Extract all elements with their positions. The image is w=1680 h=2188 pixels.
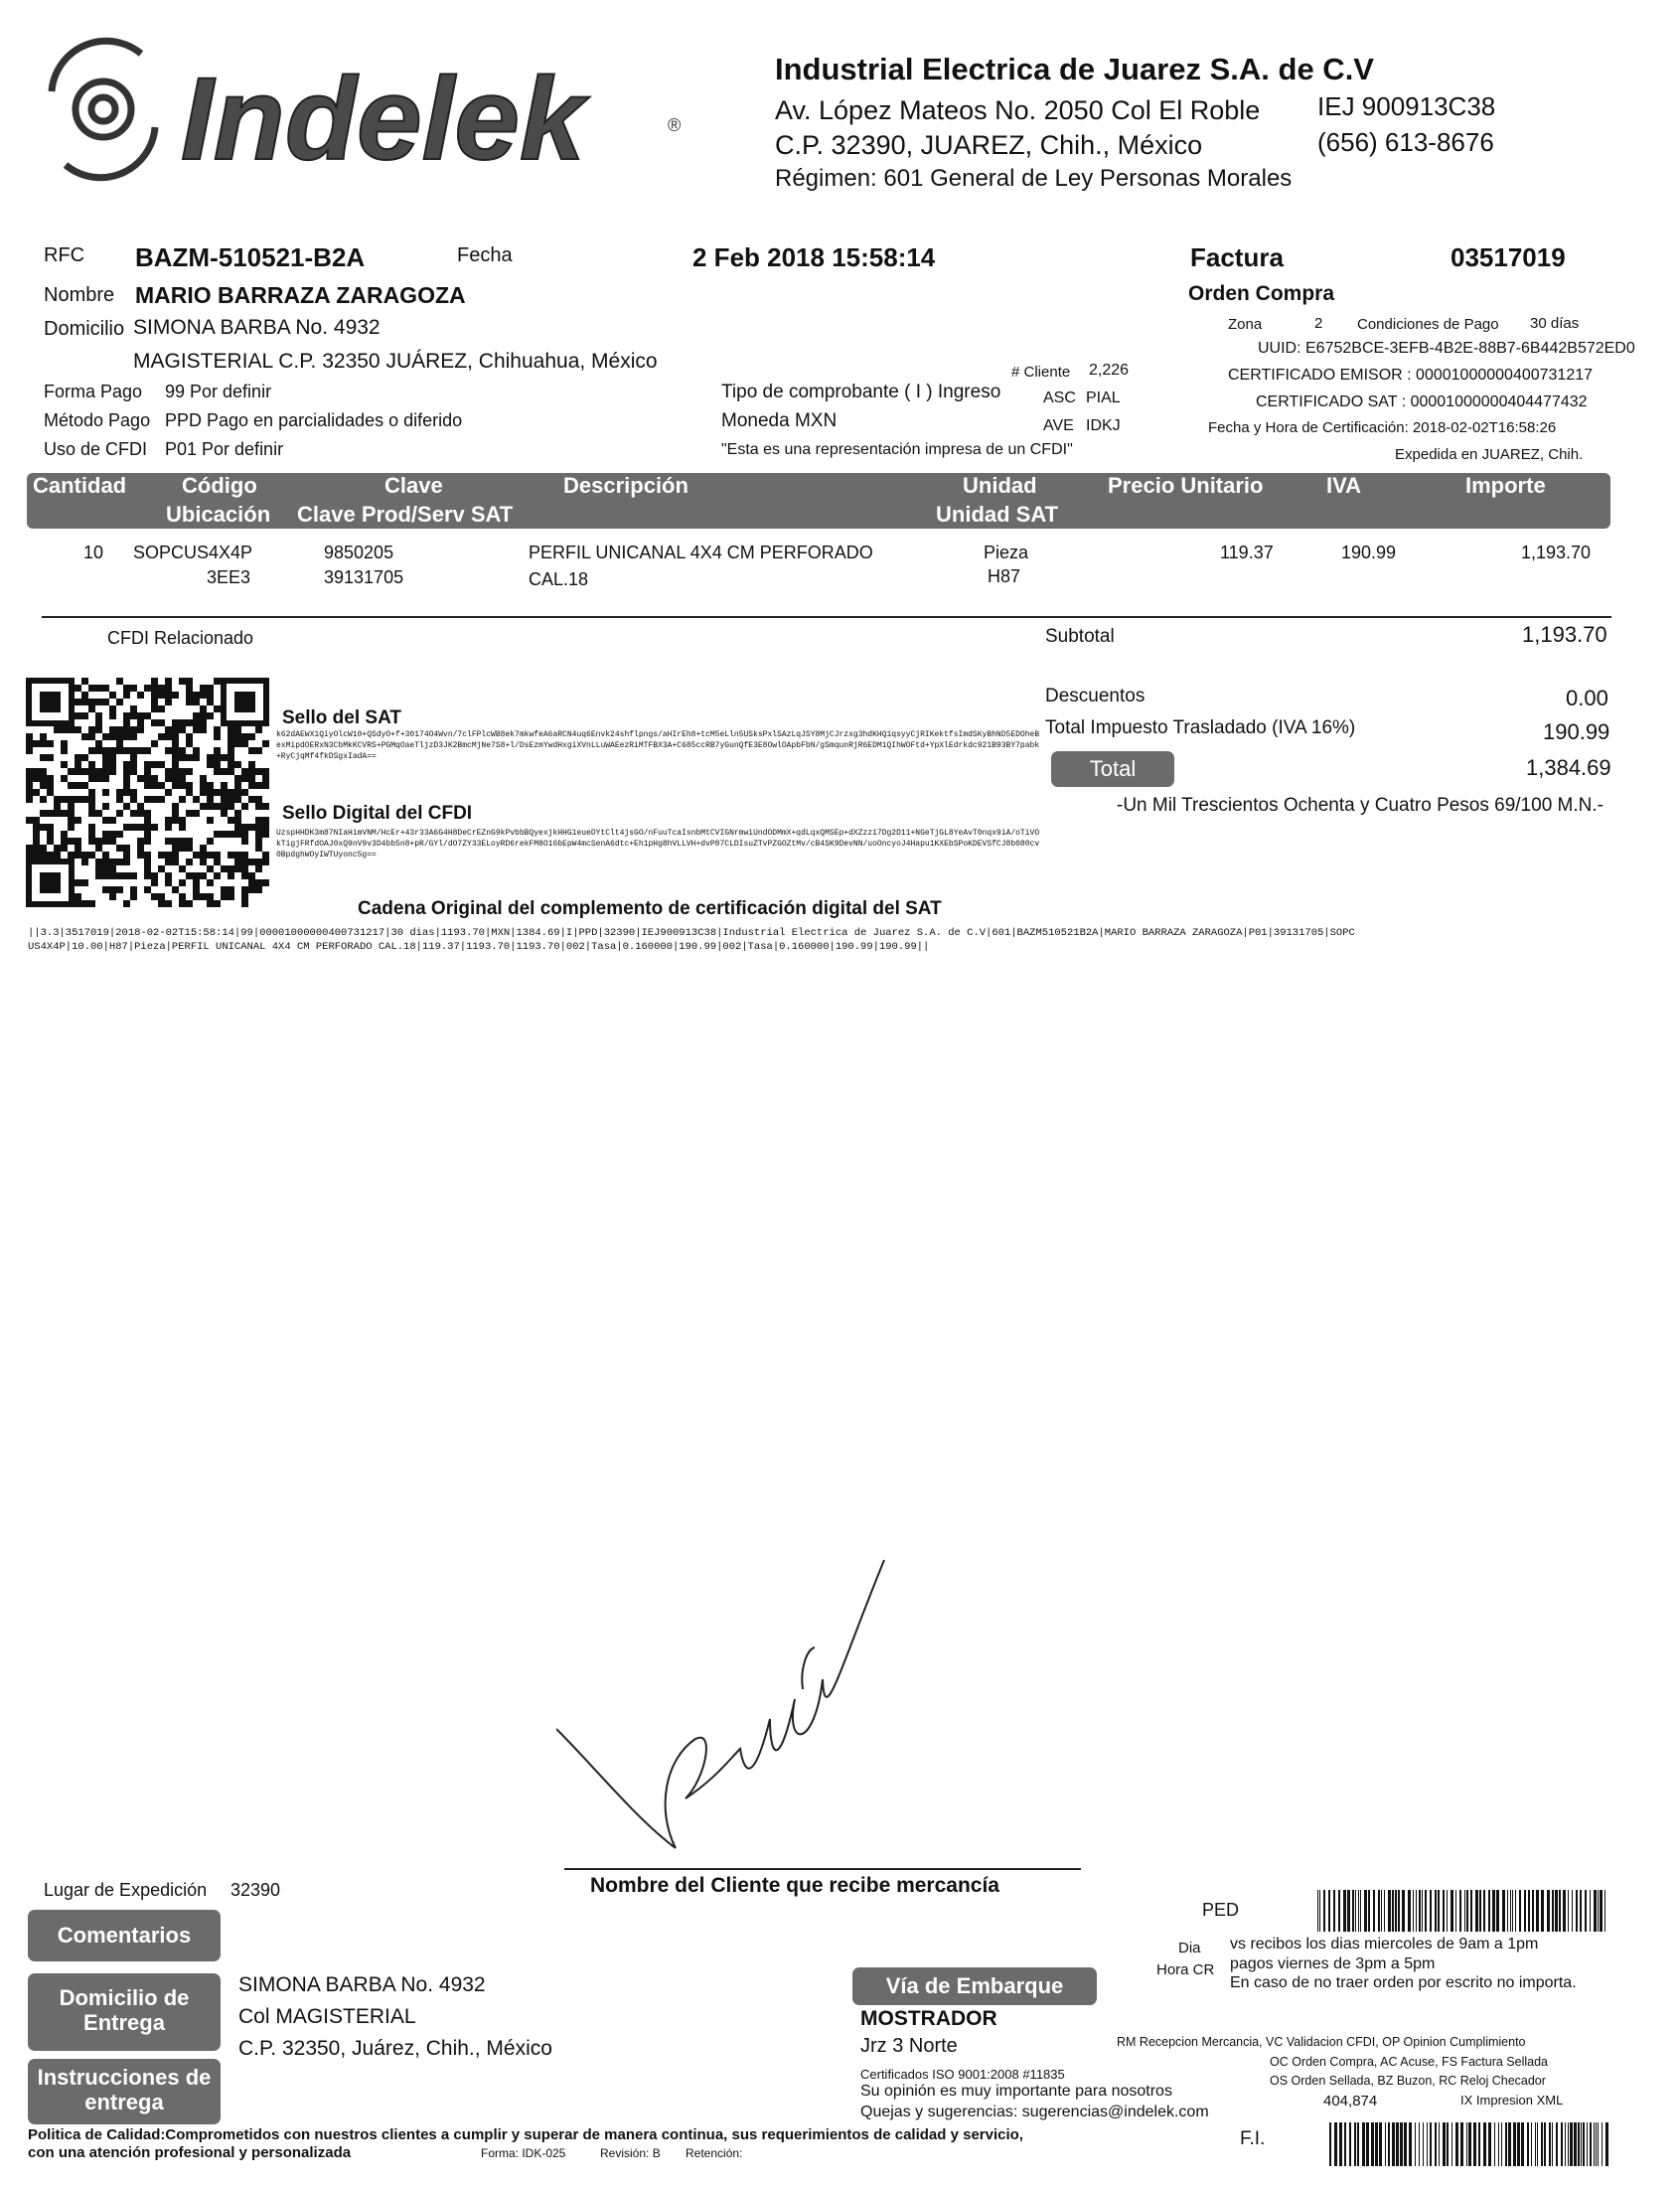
barcode-bottom-icon bbox=[1329, 2122, 1609, 2166]
col-unidad: Unidad bbox=[963, 473, 1037, 498]
retencion-label: Retención: bbox=[686, 2146, 743, 2160]
descuentos-value: 0.00 bbox=[1566, 686, 1608, 710]
row-iva: 190.99 bbox=[1341, 543, 1397, 562]
sello-cfdi-title: Sello Digital del CFDI bbox=[282, 803, 473, 824]
entrega-line-1: SIMONA BARBA No. 4932 bbox=[238, 1973, 486, 1996]
entrega-line-3: C.P. 32350, Juárez, Chih., México bbox=[238, 2037, 552, 2060]
row-precio: 119.37 bbox=[1220, 543, 1274, 562]
hora-cr-label: Hora CR bbox=[1156, 1961, 1215, 1978]
entrega-line-2: Col MAGISTERIAL bbox=[238, 2005, 416, 2028]
representacion-note: "Esta es una representación impresa de un CFDI" bbox=[721, 441, 1073, 458]
row-clave: 9850205 bbox=[324, 543, 394, 562]
col-precio: Precio Unitario bbox=[1108, 473, 1264, 498]
tipo-comprobante: Tipo de comprobante ( I ) Ingreso bbox=[721, 382, 1001, 402]
cadena-original: ||3.3|3517019|2018-02-02T15:58:14|99|00001000000400731217|30 dias|1193.70|MXN|1384.69|I|PPD|32390|IEJ900913C38|Industrial Electrica de Juarez S.A. de C.V|601|BAZM510521B2A|MARIO BARRAZA ZARAGOZA|P01|39131705|SOPCUS4X4P|10.00|H87|Pieza|PERFIL UNICANAL 4X4 CM PERFORADO CAL.18|119.37|1193.70|1193.70|002|Tasa|0.160000|190.99|002|Tasa|0.160000|190.99|190.99|| bbox=[28, 927, 1355, 953]
rfc-label: RFC bbox=[44, 244, 85, 266]
orden-compra-label: Orden Compra bbox=[1188, 282, 1335, 305]
via-embarque-label: Vía de Embarque bbox=[852, 1967, 1097, 2005]
sello-cfdi: UzspHHDK3m87NIaHimVNM/HcEr+43r33A6G4H8DeCrEZnG9kPvbbBQyexjkHHG1eueDYtClt4jsGO/nFuuTcaIsnbMtCVIGNrmwiUndODMmX+qdLqxQMSEp+dXZzz17Dg2D11+NGeTjGL8YeAvT0nqx9iA/oTiVOkTigjFRfdOAJ0xQ9nV9v3D4bb5n8+pR/GYl/dO7ZY33ELoyRD6rekFM8O16bEpW4mcSenA6dtc+Eh1pHg8hVLLVH+dvP87CLDIsuZTvPZGOZtMv/cB4SK9DevNN/uoOncyoJ4Hapu1KXEbSPoKDEVSfCJ8b080cv0BpdghWOyIWTUyonc5g== bbox=[276, 829, 1040, 860]
company-address-1: Av. López Mateos No. 2050 Col El Roble bbox=[775, 95, 1261, 125]
table-header bbox=[27, 473, 1610, 529]
row-clave-prod: 39131705 bbox=[324, 567, 404, 587]
lugar-label: Lugar de Expedición bbox=[44, 1880, 208, 1900]
uso-cfdi-label: Uso de CFDI bbox=[44, 439, 148, 459]
opinion: Su opinión es muy importante para nosotros bbox=[860, 2083, 1172, 2100]
jrz-norte: Jrz 3 Norte bbox=[860, 2035, 958, 2057]
total-value: 1,384.69 bbox=[1526, 755, 1611, 780]
sello-sat: k62dAEWX1QiyOlcW10+QSdyO+f+30174O4Wvn/7clFPlcWB8ek7mkwfeA6aRCN4uq6Envk24shflpngs/aHIrEh8+tcM5eLln5USksPxlSAzLqJSY8MjCJrzxg3hdKHQ1qsyyCjRIKektfsImdSKyBhND5EDOheBexMipdOERxN3CbMkKCVRS+PGMqOaeTljzD3JK2BmcMjNe7S8+l/DsEzmYwdHxgiXVnLLuWAEezRiMTFBX3A+C685ccRB7yGunQfE3E8OwlOApbFbN/gSmqunRjR6EDM1QIhWOFtd+YpXlEdrkdc921B93BY7pabk+RyCjqMf4fkDSgxIadA== bbox=[276, 730, 1040, 761]
fi-label: F.I. bbox=[1240, 2128, 1266, 2149]
instrucciones-label: Instrucciones de entrega bbox=[28, 2059, 221, 2124]
total-label: Total bbox=[1051, 751, 1174, 787]
moneda: Moneda MXN bbox=[721, 410, 838, 431]
row-cantidad: 10 bbox=[83, 543, 104, 562]
mostrador: MOSTRADOR bbox=[860, 2007, 997, 2030]
asc-label: ASC bbox=[1043, 390, 1076, 406]
uuid: UUID: E6752BCE-3EFB-4B2E-88B7-6B442B572ED0 bbox=[1258, 340, 1635, 357]
cliente-label: # Cliente bbox=[1011, 364, 1071, 381]
rm-line-1: RM Recepcion Mercancia, VC Validacion CFDI, OP Opinion Cumplimiento bbox=[1117, 2035, 1526, 2049]
condiciones-label: Condiciones de Pago bbox=[1357, 316, 1499, 333]
impuesto-value: 190.99 bbox=[1543, 719, 1610, 744]
col-importe: Importe bbox=[1465, 473, 1546, 498]
asc-value: PIAL bbox=[1086, 390, 1121, 406]
invoice-date: 2 Feb 2018 15:58:14 bbox=[692, 242, 936, 272]
customer-name: MARIO BARRAZA ZARAGOZA bbox=[135, 282, 466, 308]
total-en-letra: -Un Mil Trescientos Ochenta y Cuatro Pesos 69/100 M.N.- bbox=[1117, 795, 1604, 816]
politica-label: Politica de Calidad: bbox=[28, 2126, 166, 2143]
customer-address-2: MAGISTERIAL C.P. 32350 JUÁREZ, Chihuahua, México bbox=[133, 350, 658, 373]
metodo-pago: PPD Pago en parcialidades o diferido bbox=[165, 410, 463, 430]
row-unidad-sat: H87 bbox=[988, 566, 1021, 586]
col-clave-prod: Clave Prod/Serv SAT bbox=[297, 502, 514, 527]
row-descripcion-1: PERFIL UNICANAL 4X4 CM PERFORADO bbox=[529, 543, 873, 562]
iso-cert: Certificados ISO 9001:2008 #11835 bbox=[860, 2067, 1065, 2082]
domicilio-entrega-label: Domicilio de Entrega bbox=[28, 1973, 221, 2051]
politica-line-2: con una atención profesional y personalizada bbox=[28, 2144, 352, 2161]
factura-label: Factura bbox=[1190, 242, 1284, 272]
row-importe: 1,193.70 bbox=[1521, 543, 1592, 562]
lugar-value: 32390 bbox=[230, 1880, 281, 1900]
impuesto-label: Total Impuesto Trasladado (IVA 16%) bbox=[1045, 717, 1356, 738]
recibos-line-3: En caso de no traer orden por escrito no importa. bbox=[1230, 1974, 1577, 1991]
row-codigo: SOPCUS4X4P bbox=[133, 543, 253, 562]
col-unidad-sat: Unidad SAT bbox=[936, 502, 1059, 527]
domicilio-label: Domicilio bbox=[44, 318, 125, 340]
forma-pago-label: Forma Pago bbox=[44, 382, 143, 401]
customer-rfc: BAZM-510521-B2A bbox=[135, 242, 366, 272]
subtotal-label: Subtotal bbox=[1045, 626, 1115, 647]
descuentos-label: Descuentos bbox=[1045, 686, 1145, 706]
ped-label: PED bbox=[1202, 1900, 1240, 1920]
subtotal-value: 1,193.70 bbox=[1522, 622, 1607, 647]
col-clave: Clave bbox=[384, 473, 443, 498]
ave-label: AVE bbox=[1043, 417, 1074, 434]
customer-address-1: SIMONA BARBA No. 4932 bbox=[133, 316, 381, 339]
company-logo bbox=[22, 32, 697, 201]
sello-sat-title: Sello del SAT bbox=[282, 707, 402, 728]
cadena-title: Cadena Original del complemento de certificación digital del SAT bbox=[358, 898, 942, 919]
barcode-top-icon bbox=[1317, 1890, 1605, 1932]
company-name: Industrial Electrica de Juarez S.A. de C.V bbox=[775, 52, 1374, 86]
revision-code: Revisión: B bbox=[600, 2146, 661, 2160]
signature-icon bbox=[556, 1520, 914, 1888]
certificado-emisor: CERTIFICADO EMISOR : 00001000000400731217 bbox=[1228, 367, 1594, 384]
folio-number: 404,874 bbox=[1323, 2093, 1378, 2110]
col-codigo: Código bbox=[182, 473, 257, 498]
metodo-pago-label: Método Pago bbox=[44, 410, 151, 430]
uso-cfdi: P01 Por definir bbox=[165, 439, 284, 459]
comentarios-label: Comentarios bbox=[28, 1910, 221, 1961]
rm-line-2: OC Orden Compra, AC Acuse, FS Factura Sellada bbox=[1270, 2055, 1548, 2069]
ix-impresion: IX Impresion XML bbox=[1460, 2093, 1564, 2108]
forma-pago: 99 Por definir bbox=[165, 382, 272, 401]
company-regimen: Régimen: 601 General de Ley Personas Morales bbox=[775, 165, 1293, 192]
row-unidad: Pieza bbox=[984, 543, 1029, 562]
politica-text: Comprometidos con nuestros clientes a cumplir y superar de manera continua, sus requerimientos de calidad y servicio, bbox=[165, 2126, 1023, 2143]
recibos-line-1: vs recibos los dias miercoles de 9am a 1pm bbox=[1230, 1936, 1539, 1953]
company-phone: (656) 613-8676 bbox=[1317, 127, 1494, 157]
dia-label: Dia bbox=[1178, 1940, 1201, 1956]
condiciones-value: 30 días bbox=[1530, 315, 1580, 332]
qr-code bbox=[26, 678, 274, 908]
col-descripcion: Descripción bbox=[563, 473, 688, 498]
expedida-en: Expedida en JUAREZ, Chih. bbox=[1395, 446, 1584, 463]
company-rfc: IEJ 900913C38 bbox=[1317, 91, 1496, 121]
fecha-label: Fecha bbox=[457, 244, 513, 266]
svg-text:®: ® bbox=[668, 115, 682, 135]
company-address-2: C.P. 32390, JUAREZ, Chih., México bbox=[775, 130, 1203, 160]
rm-line-3: OS Orden Sellada, BZ Buzon, RC Reloj Checador bbox=[1270, 2074, 1546, 2088]
forma-code: Forma: IDK-025 bbox=[481, 2146, 566, 2160]
ave-value: IDKJ bbox=[1086, 417, 1121, 434]
fecha-certificacion: Fecha y Hora de Certificación: 2018-02-02T16:58:26 bbox=[1208, 419, 1557, 436]
col-ubicacion: Ubicación bbox=[166, 502, 271, 527]
col-iva: IVA bbox=[1326, 473, 1362, 498]
firma-line bbox=[564, 1868, 1081, 1870]
zona-value: 2 bbox=[1314, 315, 1323, 332]
table-divider bbox=[42, 616, 1611, 618]
svg-text:Indelek: Indelek bbox=[181, 54, 585, 185]
row-ubicacion: 3EE3 bbox=[207, 567, 251, 587]
politica-line-1 bbox=[28, 2126, 1023, 2143]
certificado-sat: CERTIFICADO SAT : 00001000000404477432 bbox=[1256, 393, 1588, 410]
cfdi-relacionado: CFDI Relacionado bbox=[107, 628, 254, 648]
col-cantidad: Cantidad bbox=[33, 473, 127, 498]
factura-number: 03517019 bbox=[1451, 242, 1566, 272]
cliente-number: 2,226 bbox=[1089, 362, 1130, 379]
row-descripcion-2: CAL.18 bbox=[529, 569, 589, 589]
firma-label: Nombre del Cliente que recibe mercancía bbox=[590, 1874, 999, 1897]
recibos-line-2: pagos viernes de 3pm a 5pm bbox=[1230, 1955, 1436, 1972]
zona-label: Zona bbox=[1228, 316, 1263, 333]
nombre-label: Nombre bbox=[44, 284, 115, 306]
spiral-logo-icon bbox=[52, 41, 155, 177]
quejas: Quejas y sugerencias: sugerencias@indelek.com bbox=[860, 2104, 1209, 2120]
